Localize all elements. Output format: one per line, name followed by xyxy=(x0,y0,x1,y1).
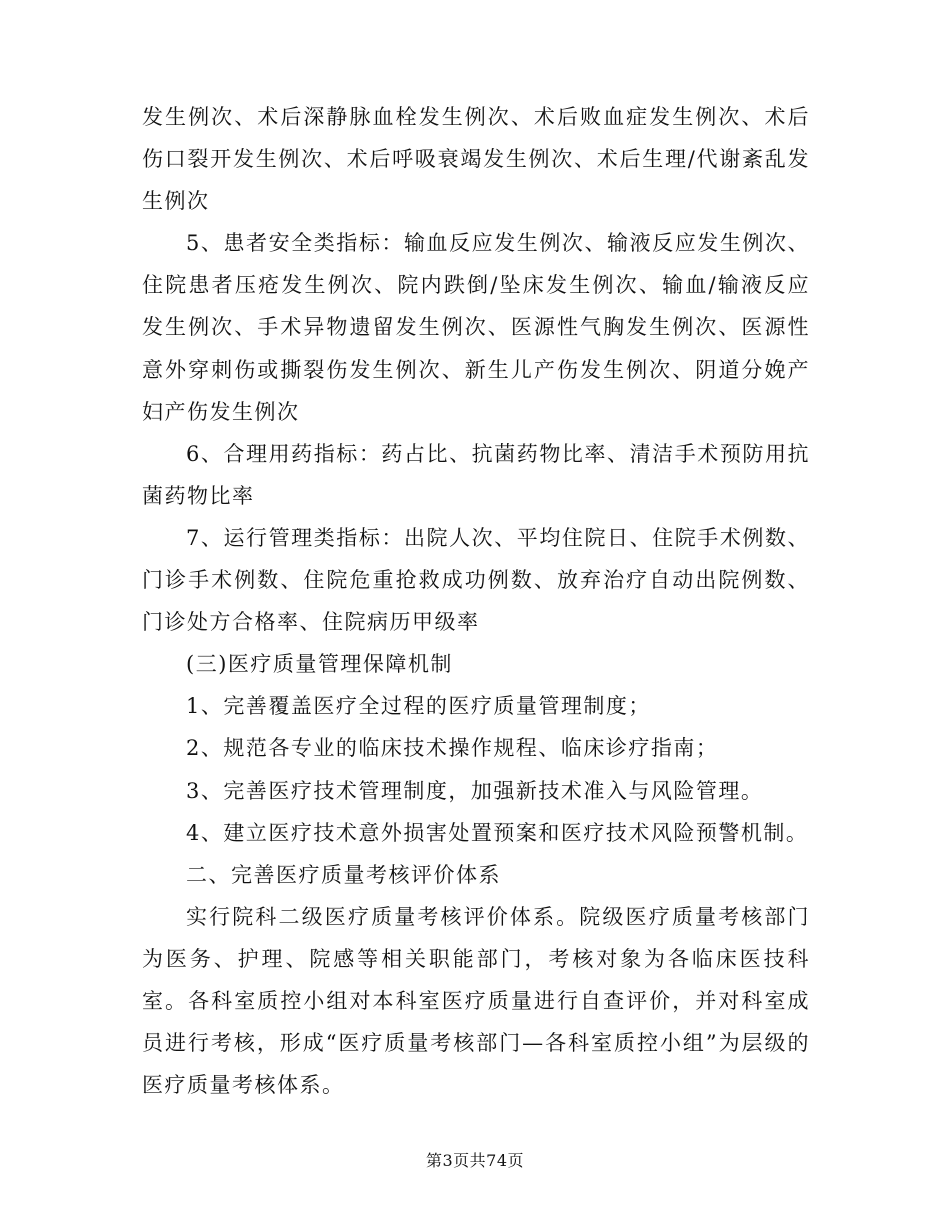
paragraph-9: 4、建立医疗技术意外损害处置预案和医疗技术风险预警机制。 xyxy=(186,820,809,845)
paragraph-3: 6、合理用药指标：药占比、抗菌药物比率、清洁手术预防用抗菌药物比率 xyxy=(142,441,810,508)
document-body xyxy=(142,96,810,1106)
paragraph-10: 二、完善医疗质量考核评价体系 xyxy=(186,862,501,887)
paragraph-5: (三)医疗质量管理保障机制 xyxy=(186,652,453,677)
page-number-footer: 第3页共74页 xyxy=(425,1151,525,1170)
paragraph-8: 3、完善医疗技术管理制度，加强新技术准入与风险管理。 xyxy=(186,778,764,803)
paragraph-4: 7、运行管理类指标：出院人次、平均住院日、住院手术例数、门诊手术例数、住院危重抢救成功例数、放弃治疗自动出院例数、门诊处方合格率、住院病历甲级率 xyxy=(142,525,810,635)
paragraph-1: 发生例次、术后深静脉血栓发生例次、术后败血症发生例次、术后伤口裂开发生例次、术后呼吸衰竭发生例次、术后生理/代谢紊乱发生例次 xyxy=(142,105,810,214)
paragraph-6: 1、完善覆盖医疗全过程的医疗质量管理制度； xyxy=(186,694,651,719)
paragraph-11: 实行院科二级医疗质量考核评价体系。院级医疗质量考核部门为医务、护理、院感等相关职能部门，考核对象为各临床医技科室。各科室质控小组对本科室医疗质量进行自查评价，并对科室成员进行考核，形成“医疗质量考核部门—各科室质控小组”为层级的医疗质量考核体系。 xyxy=(142,904,810,1098)
paragraph-7: 2、规范各专业的临床技术操作规程、临床诊疗指南； xyxy=(186,736,719,761)
paragraph-2: 5、患者安全类指标：输血反应发生例次、输液反应发生例次、住院患者压疮发生例次、院内跌倒/坠床发生例次、输血/输液反应发生例次、手术异物遗留发生例次、医源性气胸发生例次、医源性意外穿刺伤或撕裂伤发生例次、新生儿产伤发生例次、阴道分娩产妇产伤发生例次 xyxy=(142,231,810,424)
